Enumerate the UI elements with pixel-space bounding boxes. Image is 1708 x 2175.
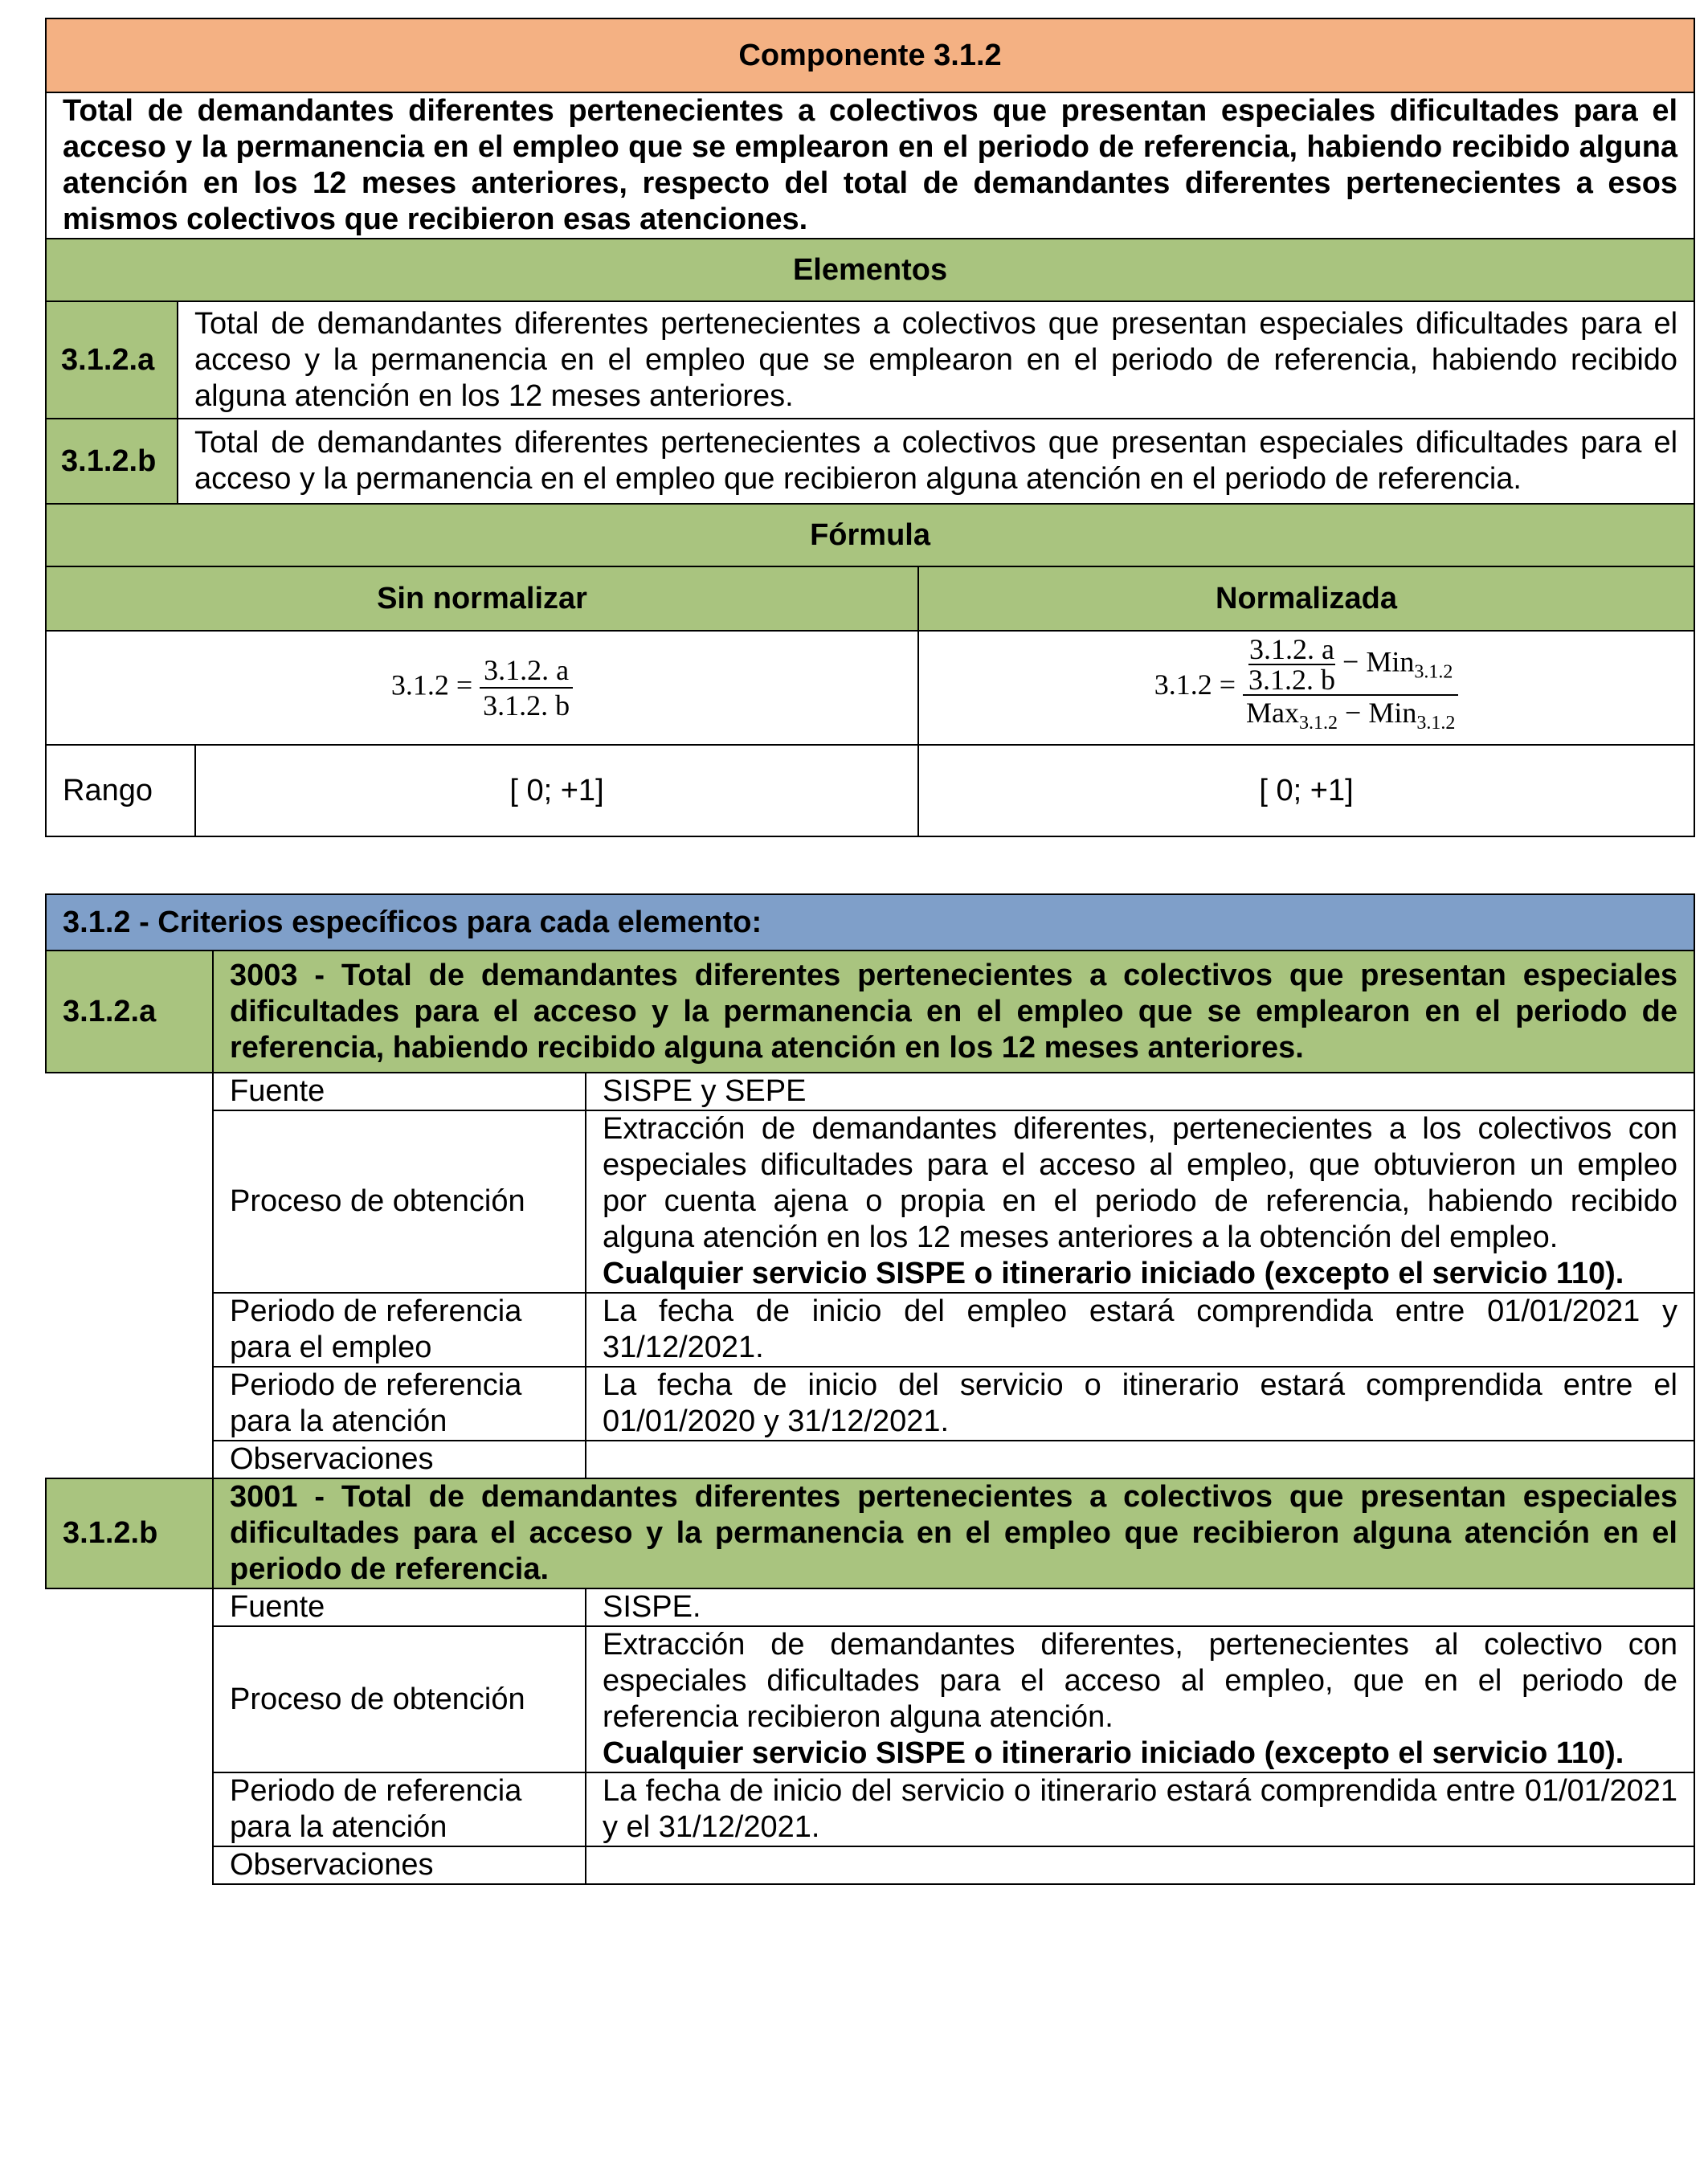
element-text-a: Total de demandantes diferentes pertenecientes a colectivos que presentan especiales dificultades para el acceso y la permanencia en el empleo que se emplearon en el periodo de referencia, habiendo recibido alguna atención en los 12 meses anteriores. xyxy=(178,301,1694,419)
periodo-atencion-value-b: La fecha de inicio del servicio o itinerario estará comprendida entre 01/01/2021 y el 31/12/2021. xyxy=(586,1772,1694,1846)
formula-norm-numerator xyxy=(1243,635,1458,696)
observaciones-label-a: Observaciones xyxy=(213,1441,586,1478)
elements-header: Elementos xyxy=(46,239,1694,301)
proceso-label-a: Proceso de obtención xyxy=(213,1110,586,1293)
formula-inner-num: 3.1.2. a xyxy=(1249,633,1334,666)
criteria-header: 3.1.2 - Criterios específicos para cada elemento: xyxy=(46,894,1694,951)
formula-minus-min: − Min xyxy=(1342,645,1415,678)
periodo-atencion-value-a: La fecha de inicio del servicio o itinerario estará comprendida entre el 01/01/2020 y 31/12/2021. xyxy=(586,1367,1694,1441)
fuente-label-a: Fuente xyxy=(213,1073,586,1110)
element-code-b: 3.1.2.b xyxy=(46,419,178,504)
criteria-table xyxy=(45,893,1695,1885)
periodo-empleo-value-a: La fecha de inicio del empleo estará comprendida entre 01/01/2021 y 31/12/2021. xyxy=(586,1293,1694,1367)
observaciones-value-b xyxy=(586,1846,1694,1884)
fuente-label-b: Fuente xyxy=(213,1588,586,1626)
formula-inner-den: 3.1.2. b xyxy=(1248,664,1336,697)
proceso-value-a xyxy=(586,1110,1694,1293)
fuente-value-a: SISPE y SEPE xyxy=(586,1073,1694,1110)
observaciones-label-b: Observaciones xyxy=(213,1846,586,1884)
proceso-bold-b: Cualquier servicio SISPE o itinerario iniciado (excepto el servicio 110). xyxy=(603,1736,1624,1770)
formula-header: Fórmula xyxy=(46,504,1694,566)
formula-normalizada xyxy=(918,631,1694,745)
formula-sin-normalizar xyxy=(46,631,918,745)
formula-numerator: 3.1.2. a xyxy=(480,653,573,689)
fuente-value-b: SISPE. xyxy=(586,1588,1694,1626)
periodo-atencion-label-b: Periodo de referencia para la atención xyxy=(213,1772,586,1846)
proceso-value-b xyxy=(586,1626,1694,1772)
periodo-atencion-label-a: Periodo de referencia para la atención xyxy=(213,1367,586,1441)
proceso-bold-a: Cualquier servicio SISPE o itinerario iniciado (excepto el servicio 110). xyxy=(603,1257,1624,1290)
formula-fraction xyxy=(480,653,573,722)
component-title: Componente 3.1.2 xyxy=(46,18,1694,92)
criteria-title-b: 3001 - Total de demandantes diferentes pertenecientes a colectivos que presentan especiales dificultades para el acceso y la permanencia en el empleo que recibieron alguna atención en el periodo de referencia. xyxy=(213,1478,1694,1588)
formula-inner-fraction xyxy=(1248,633,1336,697)
normalizada-header: Normalizada xyxy=(918,566,1694,631)
sin-normalizar-header: Sin normalizar xyxy=(46,566,918,631)
criteria-title-a: 3003 - Total de demandantes diferentes pertenecientes a colectivos que presentan especiales dificultades para el acceso y la permanencia en el empleo que se emplearon en el periodo de referencia, habiendo recibido alguna atención en los 12 meses anteriores. xyxy=(213,951,1694,1073)
formula-minus-min-2: − Min xyxy=(1345,697,1417,730)
formula-sub-2: 3.1.2 xyxy=(1299,713,1338,734)
formula-sub-3: 3.1.2 xyxy=(1416,713,1456,734)
criteria-code-a: 3.1.2.a xyxy=(46,951,213,1073)
component-table xyxy=(45,18,1695,837)
rango-label: Rango xyxy=(46,745,195,836)
periodo-empleo-label-a: Periodo de referencia para el empleo xyxy=(213,1293,586,1367)
rango-normalizada: [ 0; +1] xyxy=(918,745,1694,836)
element-text-b: Total de demandantes diferentes pertenecientes a colectivos que presentan especiales dificultades para el acceso y la permanencia en el empleo que recibieron alguna atención en el periodo de referencia. xyxy=(178,419,1694,504)
observaciones-value-a xyxy=(586,1441,1694,1478)
formula-lhs: 3.1.2 = xyxy=(390,668,473,701)
proceso-label-b: Proceso de obtención xyxy=(213,1626,586,1772)
formula-norm-lhs: 3.1.2 = xyxy=(1154,668,1236,701)
proceso-text-a: Extracción de demandantes diferentes, pertenecientes a los colectivos con especiales dificultades para el acceso al empleo, que obtuvieron un empleo por cuenta ajena o propia en el periodo de referencia, habiendo recibido alguna atención en los 12 meses anteriores a la obtención del empleo. xyxy=(603,1112,1677,1254)
formula-norm-fraction xyxy=(1243,635,1458,740)
rango-sin-normalizar: [ 0; +1] xyxy=(195,745,918,836)
component-description: Total de demandantes diferentes pertenecientes a colectivos que presentan especiales dificultades para el acceso y la permanencia en el empleo que se emplearon en el periodo de referencia, habiendo recibido alguna atención en los 12 meses anteriores, respecto del total de demandantes diferentes pertenecientes a esos mismos colectivos que recibieron esas atenciones. xyxy=(46,92,1694,239)
criteria-code-b: 3.1.2.b xyxy=(46,1478,213,1588)
element-code-a: 3.1.2.a xyxy=(46,301,178,419)
formula-norm-denominator xyxy=(1243,696,1458,740)
proceso-text-b: Extracción de demandantes diferentes, pertenecientes al colectivo con especiales dificultades para el acceso al empleo, que en el periodo de referencia recibieron alguna atención. xyxy=(603,1628,1677,1734)
formula-denominator: 3.1.2. b xyxy=(483,689,570,722)
formula-max: Max xyxy=(1246,697,1300,730)
formula-sub-1: 3.1.2 xyxy=(1414,661,1453,683)
